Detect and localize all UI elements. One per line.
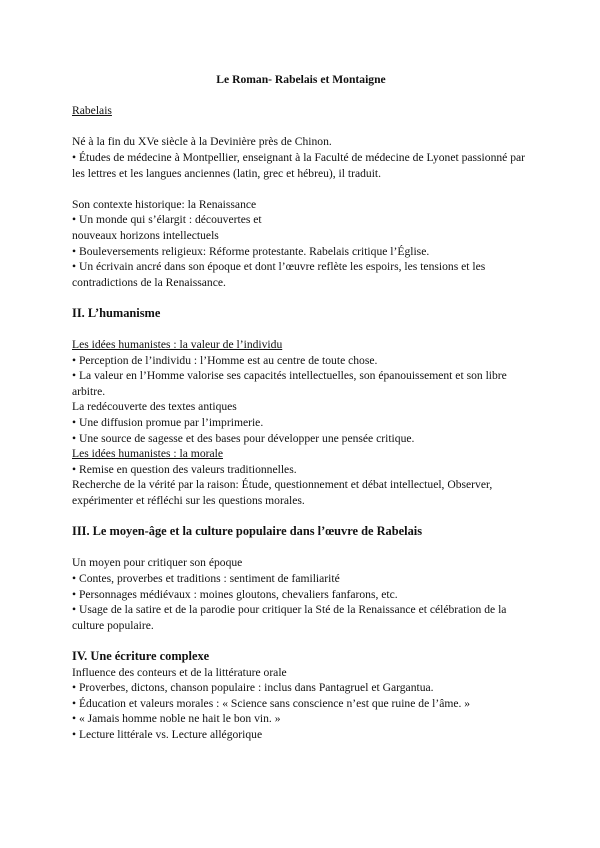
document-page	[72, 72, 530, 743]
ecriture-line: • Proverbes, dictons, chanson populaire : inclus dans Pantagruel et Gargantua.	[72, 681, 434, 695]
context-heading: Son contexte historique: la Renaissance	[72, 197, 257, 211]
ecriture-line: Influence des conteurs et de la littérature orale	[72, 665, 287, 679]
humanisme-line: • Remise en question des valeurs traditionnelles.	[72, 462, 297, 476]
ecriture-line: • Éducation et valeurs morales : « Science sans conscience n’est que ruine de l’âme. »	[72, 696, 471, 710]
humanisme-line: • Perception de l’individu : l’Homme est au centre de toute chose.	[72, 353, 378, 367]
humanisme-line: Recherche de la vérité par la raison: Étude, questionnement et débat intellectuel, Observer, expérimenter et réfléchi sur les questions morales.	[72, 478, 493, 508]
section-ecriture-heading: IV. Une écriture complexe	[72, 648, 210, 663]
moyen-age-line: • Usage de la satire et de la parodie pour critiquer la Sté de la Renaissance et célébration de la culture populaire.	[72, 603, 507, 632]
context-item: nouveaux horizons intellectuels	[72, 228, 219, 242]
document-title: Le Roman- Rabelais et Montaigne	[216, 73, 386, 86]
humanisme-subheading-morale: Les idées humanistes : la morale	[72, 447, 223, 461]
moyen-age-line: • Contes, proverbes et traditions : sentiment de familiarité	[72, 572, 340, 585]
context-item: • Un monde qui s’élargit : découvertes et	[72, 213, 262, 227]
section-moyen-age-heading: III. Le moyen-âge et la culture populaire dans l’œuvre de Rabelais	[72, 524, 423, 539]
ecriture-line: • Lecture littérale vs. Lecture allégorique	[72, 727, 263, 741]
section-rabelais-heading: Rabelais	[72, 104, 112, 118]
humanisme-line: • Une source de sagesse et des bases pour développer une pensée critique.	[72, 431, 415, 445]
rabelais-birth: Né à la fin du XVe siècle à la Devinière près de Chinon.	[72, 135, 332, 149]
context-item: • Bouleversements religieux: Réforme protestante. Rabelais critique l’Église.	[72, 244, 430, 258]
humanisme-line: • Une diffusion promue par l’imprimerie.	[72, 416, 264, 430]
moyen-age-line: Un moyen pour critiquer son époque	[72, 556, 243, 570]
humanisme-subheading-individu: Les idées humanistes : la valeur de l’individu	[72, 338, 283, 352]
rabelais-studies: • Études de médecine à Montpellier, enseignant à la Faculté de médecine de Lyonet passionné par les lettres et les langues anciennes (latin, grec et hébreu), il traduit.	[72, 150, 526, 180]
humanisme-line: La redécouverte des textes antiques	[72, 400, 237, 414]
humanisme-line: • La valeur en l’Homme valorise ses capacités intellectuelles, son épanouissement et son libre arbitre.	[72, 369, 507, 398]
context-item: • Un écrivain ancré dans son époque et dont l’œuvre reflète les espoirs, les tensions et les contradictions de la Renaissance.	[72, 260, 486, 289]
moyen-age-line: • Personnages médiévaux : moines gloutons, chevaliers fanfarons, etc.	[72, 587, 398, 601]
ecriture-line: • « Jamais homme noble ne hait le bon vin. »	[72, 712, 281, 726]
section-humanisme-heading: II. L’humanisme	[72, 305, 161, 320]
